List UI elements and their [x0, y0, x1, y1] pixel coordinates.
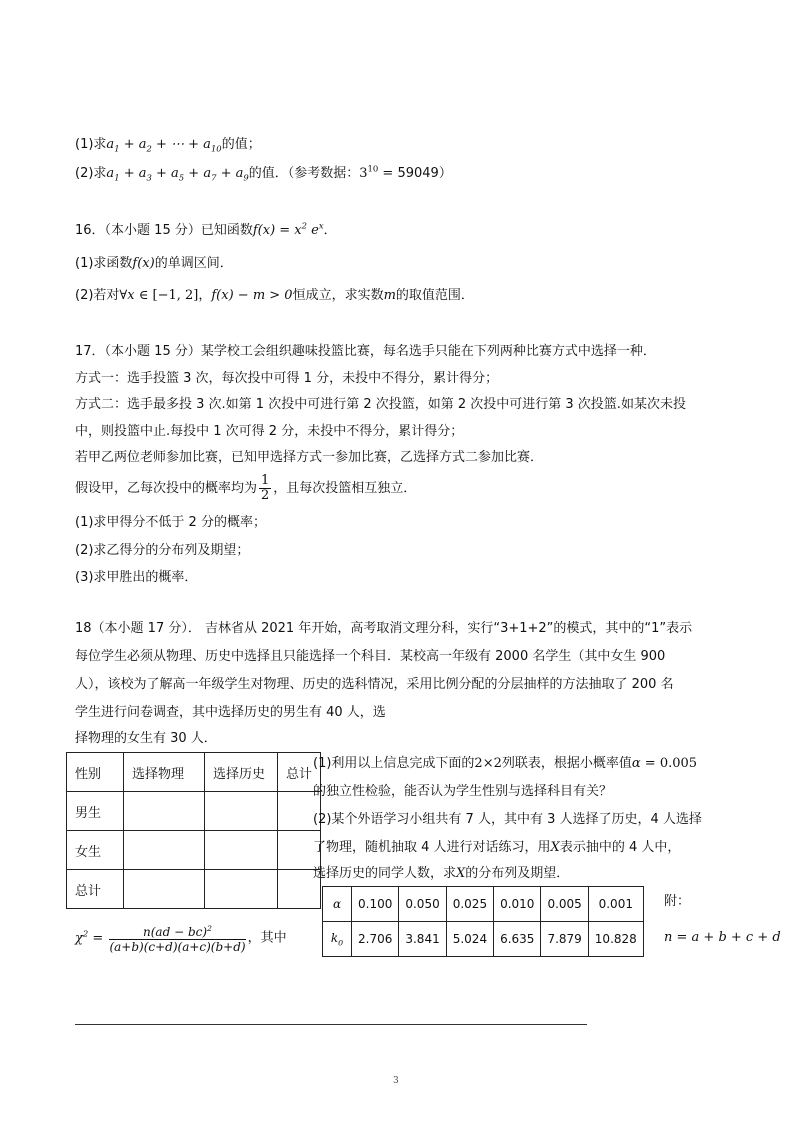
- contingency-table: [66, 752, 321, 909]
- k-label: $k_0$: [323, 922, 352, 957]
- q16-domain: ∀x ∈ [−1, 2]: [119, 288, 199, 303]
- k-cell: 6.635: [494, 922, 541, 957]
- q18-sub1-prefix: (1)利用以上信息完成下面的: [313, 756, 475, 771]
- q16-part2-end: 的取值范围．: [395, 288, 474, 303]
- q18-sub2-line3-suffix: 的分布列及期望．: [465, 866, 570, 881]
- q15-part2-sum: $a_1 + a_3 + a_5 + a_7 + a_9$: [106, 166, 249, 183]
- q16-inequality: f(x) − m > 0: [211, 288, 293, 303]
- q18-line4: 学生进行问卷调查，其中选择历史的男生有 40 人，选: [75, 705, 386, 720]
- q18-sub1-mid: 列联表，根据小概率值: [501, 756, 632, 771]
- contingency-row-label: 女生: [67, 831, 124, 870]
- q16-heading-end: ．: [323, 223, 337, 238]
- contingency-cell: [205, 870, 278, 909]
- k-cell: 5.024: [446, 922, 493, 957]
- contingency-cell: [124, 831, 205, 870]
- contingency-cell: [205, 792, 278, 831]
- q17-line6-prefix: 假设甲，乙每次投中的概率均为: [75, 481, 258, 496]
- q15-part1-suffix: 的值；: [221, 137, 261, 152]
- q17-line4: 中，则投篮中止.每投中 1 次可得 2 分，未投中不得分，累计得分；: [75, 424, 464, 439]
- q17-sub1: (1)求甲得分不低于 2 分的概率；: [75, 515, 266, 530]
- q16-fx: f(x): [132, 256, 155, 271]
- q16-part2: [75, 284, 474, 303]
- q16-part1: [75, 252, 233, 271]
- q18-sub2-line2: [313, 836, 680, 855]
- contingency-cell: [205, 831, 278, 870]
- contingency-cell: [124, 870, 205, 909]
- k-row: [323, 922, 644, 957]
- page-number: 3: [393, 1076, 399, 1086]
- q16-function: $f(x) = x^2$ $e^x$: [252, 220, 324, 238]
- q15-ref-value: 59049: [397, 166, 439, 181]
- contingency-row-label: 总计: [67, 870, 124, 909]
- alpha-cell: 0.010: [494, 887, 541, 922]
- contingency-header-cell: 总计: [278, 753, 321, 792]
- q17-line6-suffix: ，且每次投篮相互独立．: [273, 481, 417, 496]
- contingency-row: [67, 792, 321, 831]
- q16-part1-suffix: 的单调区间．: [154, 256, 233, 271]
- q16-part2-mid: ，: [198, 288, 212, 303]
- contingency-cell: [124, 792, 205, 831]
- k-label-text: k: [330, 930, 339, 945]
- footer-divider: [75, 1024, 587, 1025]
- chi-symbol: $\chi^2$ =: [75, 928, 104, 946]
- q18-sub2-line3: [313, 862, 569, 881]
- alpha-row: [323, 887, 644, 922]
- q15-part2-prefix: (2)求: [75, 166, 107, 181]
- q18-line2: 每位学生必须从物理、历史中选择且只能选择一个科目．某校高一年级有 2000 名学生（其中女生 900: [75, 649, 666, 664]
- k-cell: 3.841: [399, 922, 446, 957]
- q15-part2: [75, 162, 452, 183]
- contingency-header-row: [67, 753, 321, 792]
- q15-ref-formula: $3^{10}$ =: [359, 163, 398, 181]
- q18-sub2-prefix: 了物理，随机抽取 4 人进行对话练习，用: [313, 840, 551, 855]
- q16-heading-text: 16．（本小题 15 分）已知函数: [75, 223, 253, 238]
- q15-part1-prefix: (1)求: [75, 137, 107, 152]
- chi-denominator: (a+b)(c+d)(a+c)(b+d): [109, 940, 246, 954]
- chi-suffix: ，其中: [247, 930, 287, 946]
- q17-line5: 若甲乙两位老师参加比赛，已知甲选择方式一参加比赛，乙选择方式二参加比赛．: [75, 450, 544, 465]
- q18-alpha-value: α = 0.005: [631, 756, 698, 771]
- q15-ref-close: ）: [438, 166, 452, 181]
- q18-sub1-line2: 的独立性检验，能否认为学生性别与选择科目有关？: [313, 784, 613, 799]
- q16-part1-prefix: (1)求函数: [75, 256, 133, 271]
- q18-line1: 18（本小题 17 分）． 吉林省从 2021 年开始，高考取消文理分科，实行“3+1+2”的模式，其中的“1”表示: [75, 621, 693, 636]
- q17-probability-fraction: [259, 474, 271, 503]
- critical-value-table: [322, 886, 644, 957]
- contingency-header-cell: 选择物理: [124, 753, 205, 792]
- chi-square-formula: [75, 922, 287, 954]
- alpha-cell: 0.100: [352, 887, 399, 922]
- q17-frac-numerator: 1: [261, 473, 270, 488]
- appendix-label: 附：: [664, 894, 691, 909]
- q17-frac-denominator: 2: [261, 488, 270, 503]
- q16-heading: [75, 219, 337, 238]
- contingency-header-cell: 性别: [67, 753, 124, 792]
- q15-part1: [75, 133, 261, 154]
- alpha-label: α: [323, 887, 352, 922]
- q17-line1: 17．（本小题 15 分）某学校工会组织趣味投篮比赛，每名选手只能在下列两种比赛方式中选择一种．: [75, 344, 656, 359]
- k-cell: 2.706: [352, 922, 399, 957]
- q17-sub2: (2)求乙得分的分布列及期望；: [75, 543, 250, 558]
- q18-line5: 择物理的女生有 30 人．: [75, 731, 217, 746]
- contingency-header-cell: 选择历史: [205, 753, 278, 792]
- q18-sub2-line1: (2)某个外语学习小组共有 7 人，其中有 3 人选择了历史，4 人选择: [313, 812, 702, 827]
- alpha-cell: 0.025: [446, 887, 493, 922]
- alpha-cell: 0.005: [541, 887, 588, 922]
- q17-line3: 方式二：选手最多投 3 次.如第 1 次投中可进行第 2 次投篮，如第 2 次投中可进行第 3 次投篮.如某次未投: [75, 397, 686, 412]
- contingency-row: [67, 870, 321, 909]
- alpha-cell: 0.001: [588, 887, 643, 922]
- q16-part2-prefix: (2)若对: [75, 288, 120, 303]
- q17-line6: [75, 474, 416, 503]
- alpha-cell: 0.050: [399, 887, 446, 922]
- q17-line2: 方式一：选手投篮 3 次，每次投中可得 1 分，未投中不得分，累计得分；: [75, 371, 499, 386]
- q18-sub1-line1: [313, 752, 697, 771]
- q18-sub2-suffix: 表示抽中的 4 人中，: [559, 840, 681, 855]
- q18-X2: X: [456, 866, 466, 881]
- q18-line3: 人），该校为了解高一年级学生对物理、历史的选科情况，采用比例分配的分层抽样的方法抽取了 200 名: [75, 677, 674, 692]
- chi-fraction: [109, 922, 245, 954]
- q16-part2-suffix: 恒成立，求实数: [292, 288, 384, 303]
- contingency-row: [67, 831, 321, 870]
- q18-X: X: [550, 840, 560, 855]
- q15-part1-sum: $a_1 + a_2$ + ⋯ + $a_{10}$: [106, 137, 222, 154]
- contingency-row-label: 男生: [67, 792, 124, 831]
- q18-sub2-line3-prefix: 选择历史的同学人数，求: [313, 866, 457, 881]
- chi-numerator: n(ad − bc)$^2$: [109, 922, 245, 940]
- k-cell: 7.879: [541, 922, 588, 957]
- q18-two-by-two: 2×2: [474, 756, 502, 771]
- q16-m: m: [383, 288, 396, 303]
- k-cell: 10.828: [588, 922, 643, 957]
- n-formula: n = a + b + c + d: [664, 930, 781, 945]
- q17-sub3: (3)求甲胜出的概率．: [75, 570, 198, 585]
- q15-part2-suffix: 的值．（参考数据：: [248, 166, 360, 181]
